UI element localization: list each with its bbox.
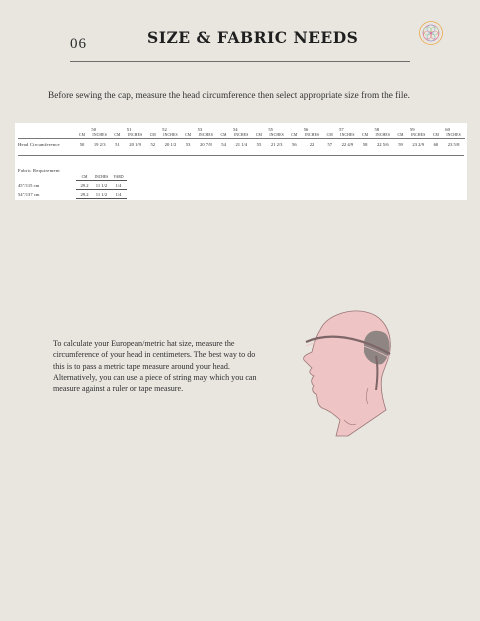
unit-cm-label: CM xyxy=(149,133,156,137)
cm-value: 56 xyxy=(288,139,300,150)
size-header-blank xyxy=(18,123,76,132)
inches-value: 22 5/6 xyxy=(371,139,394,150)
size-label: 58 xyxy=(374,127,380,132)
unit-inches-label: INCHES xyxy=(446,133,461,137)
size-label: 59 xyxy=(409,127,415,132)
fabric-row xyxy=(18,181,127,190)
intro-text: Before sewing the cap, measure the head circumference then select appropriate size from the file. xyxy=(48,91,410,101)
unit-cm-label: CM xyxy=(326,133,333,137)
inches-value: 21 1/4 xyxy=(230,139,253,150)
cm-value: 55 xyxy=(253,139,265,150)
cm-value: 53 xyxy=(182,139,194,150)
size-label: 57 xyxy=(339,127,344,132)
inches-value: 22 xyxy=(300,139,323,150)
cm-value: 52 xyxy=(147,139,159,150)
table-divider xyxy=(18,155,464,156)
size-label: 60 xyxy=(445,127,450,132)
unit-inches-label: INCHES xyxy=(163,133,178,137)
unit-cm-label: CM xyxy=(291,133,298,137)
fabric-value: 29.2 xyxy=(76,181,93,190)
unit-inches-label: INCHES xyxy=(127,133,143,137)
fabric-table xyxy=(18,174,127,199)
inches-value: 19 2/3 xyxy=(88,139,111,150)
inches-value: 22 4/9 xyxy=(336,139,359,150)
unit-cm-label: CM xyxy=(432,133,439,137)
unit-cm-label: CM xyxy=(255,133,263,137)
fabric-value: 11 1/2 xyxy=(93,190,110,199)
size-table-panel xyxy=(15,123,467,200)
fabric-row xyxy=(18,190,127,199)
unit-cm-label: CM xyxy=(185,133,192,137)
unit-inches-label: INCHES xyxy=(304,133,320,137)
page-title: SIZE & FABRIC NEEDS xyxy=(147,28,359,47)
unit-cm-label: CM xyxy=(397,133,404,137)
size-label: 56 xyxy=(303,127,309,132)
size-table xyxy=(18,123,465,149)
fabric-value: 11 1/2 xyxy=(93,181,110,190)
size-label: 52 xyxy=(162,127,167,132)
size-label: 51 xyxy=(126,127,132,132)
unit-inches-label: INCHES xyxy=(198,133,214,137)
head-circumference-label: Head Circumference xyxy=(18,139,76,150)
cm-value: 57 xyxy=(324,139,336,150)
measuring-instructions: To calculate your European/metric hat size, measure the circumference of your head in centimeters. The best way to do this is to pass a metric tape measure around your head. Alternatively, you can use a piece of string may which you can measure against a ruler or tape measure. xyxy=(53,339,257,394)
fabric-width-label: 45"/115 cm xyxy=(18,182,40,188)
size-label: 54 xyxy=(232,127,238,132)
header-divider xyxy=(70,61,410,62)
inches-value: 20 7/8 xyxy=(194,139,217,150)
head-circumference-row xyxy=(18,139,465,150)
cm-value: 59 xyxy=(395,139,407,150)
inches-value: 20 1/9 xyxy=(123,139,146,150)
cm-value: 51 xyxy=(111,139,123,150)
inches-value: 23 5/8 xyxy=(442,139,465,150)
cm-value: 60 xyxy=(430,139,442,150)
size-label: 50 xyxy=(91,127,96,132)
fabric-requirement-title: Fabric Requirement xyxy=(18,168,61,173)
size-label: 53 xyxy=(197,127,203,132)
unit-cm-label: CM xyxy=(220,133,227,137)
fabric-value: 29.2 xyxy=(76,190,93,199)
head-measurement-illustration xyxy=(288,302,406,442)
page-number: 06 xyxy=(70,36,87,52)
mandala-logo-icon xyxy=(418,20,444,46)
fabric-unit-label: CM xyxy=(76,174,93,181)
unit-cm-label: CM xyxy=(362,133,369,137)
unit-cm-label: CM xyxy=(78,133,86,137)
inches-value: 20 1/2 xyxy=(159,139,182,150)
fabric-value: 1/4 xyxy=(110,190,127,199)
cm-value: 50 xyxy=(76,139,88,150)
inches-value: 21 2/3 xyxy=(265,139,288,150)
unit-inches-label: INCHES xyxy=(340,133,355,137)
unit-inches-label: INCHES xyxy=(92,133,107,137)
size-label: 55 xyxy=(268,127,273,132)
unit-inches-label: INCHES xyxy=(233,133,249,137)
unit-cm-label: CM xyxy=(114,133,121,137)
inches-value: 23 2/9 xyxy=(407,139,430,150)
fabric-value: 1/4 xyxy=(110,181,127,190)
cm-value: 54 xyxy=(218,139,230,150)
unit-inches-label: INCHES xyxy=(269,133,284,137)
fabric-unit-label: YARD xyxy=(110,174,127,181)
unit-inches-label: INCHES xyxy=(375,133,391,137)
size-header-row xyxy=(18,123,465,132)
fabric-unit-label: INCHES xyxy=(94,175,109,179)
unit-inches-label: INCHES xyxy=(410,133,426,137)
fabric-width-label: 54"/137 cm xyxy=(18,191,40,197)
cm-value: 58 xyxy=(359,139,371,150)
